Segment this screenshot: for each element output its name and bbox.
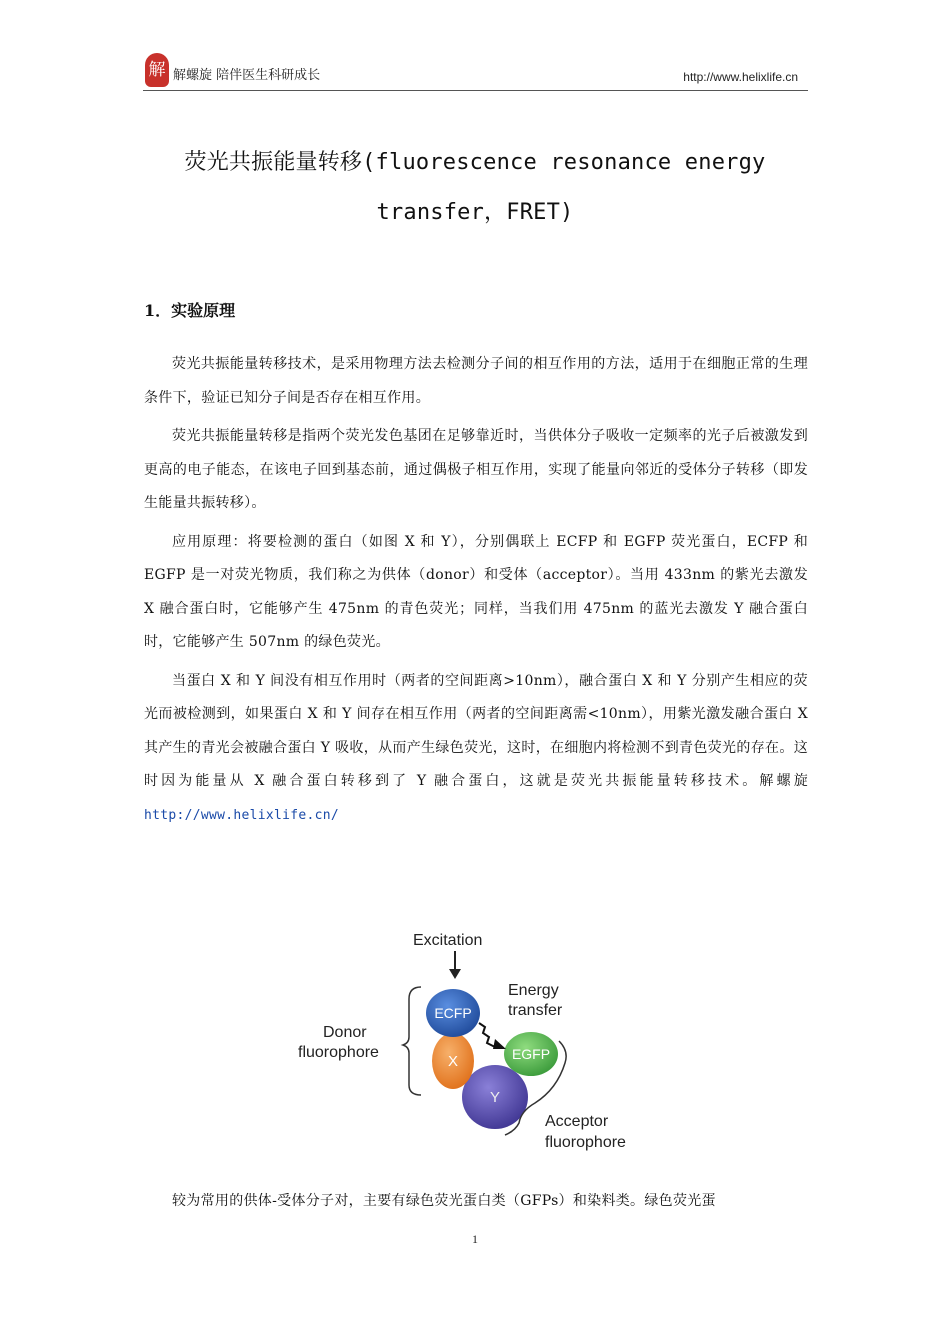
x-label: X: [447, 1053, 459, 1070]
bottom-text: [144, 1185, 808, 1224]
paragraph-5: 较为常用的供体-受体分子对，主要有绿色荧光蛋白类（GFPs）和染料类。绿色荧光蛋: [172, 1193, 716, 1209]
acceptor-label: Acceptor: [545, 1113, 609, 1130]
paragraph-4-text: 当蛋白 X 和 Y 间没有相互作用时（两者的空间距离>10nm），融合蛋白 X 和 Y 分别产生相应的荧光而被检测到，如果蛋白 X 和 Y 间存在相互作用（两者的空间距离需<10nm），用紫光激发融合蛋白 X 其产生的青光会被融合蛋白 Y 吸收，从而产生绿色荧光，这时，在细胞内将检测不到青色荧光的存在。这时因为能量从 X 融合蛋白转移到了 Y 融合蛋白，这就是荧光共振能量转移技术。解螺旋: [144, 672, 808, 789]
excitation-label: Excitation: [413, 932, 483, 949]
donor-brace: [403, 987, 421, 1095]
excitation-arrow-head: [449, 969, 461, 979]
y-label: Y: [489, 1089, 501, 1106]
title-line-1: 荧光共振能量转移(fluorescence resonance energy: [184, 150, 766, 175]
ecfp-label: ECFP: [434, 1005, 472, 1021]
section-heading: 1．实验原理: [144, 301, 236, 320]
acceptor-fluorophore-label: fluorophore: [545, 1134, 626, 1151]
energy-transfer-arrow-head: [493, 1039, 506, 1049]
energy-transfer-squiggle: [479, 1023, 495, 1047]
title-line-2: transfer，FRET): [376, 200, 574, 225]
helixlife-logo: 解: [145, 53, 169, 87]
document-title: [140, 138, 810, 238]
page-number: 1: [472, 1232, 478, 1246]
energy-label: Energy: [508, 982, 559, 999]
donor-fluorophore-label: fluorophore: [298, 1044, 379, 1061]
header-url[interactable]: http://www.helixlife.cn: [683, 70, 798, 84]
paragraph-3: 应用原理：将要检测的蛋白（如图 X 和 Y），分别偶联上 ECFP 和 EGFP 荧光蛋白，ECFP 和 EGFP 是一对荧光物质，我们称之为供体（donor）和受体（acceptor）。当用 433nm 的紫光去激发 X 融合蛋白时，它能够产生 475nm 的青色荧光；同样，当我们用 475nm 的蓝光去激发 Y 融合蛋白时，它能够产生 507nm 的绿色荧光。: [144, 533, 808, 650]
transfer-label: transfer: [508, 1002, 563, 1019]
egfp-label: EGFP: [511, 1046, 551, 1062]
body-text: [144, 348, 808, 837]
header-title: 解螺旋 陪伴医生科研成长: [173, 68, 321, 83]
paragraph-2: 荧光共振能量转移是指两个荧光发色基团在足够靠近时，当供体分子吸收一定频率的光子后被激发到更高的电子能态，在该电子回到基态前，通过偶极子相互作用，实现了能量向邻近的受体分子转移（即发生能量共振转移）。: [144, 428, 808, 511]
fret-diagram: [295, 925, 660, 1155]
paragraph-4: [144, 665, 808, 833]
page-header: [143, 50, 808, 91]
paragraph-1: 荧光共振能量转移技术，是采用物理方法去检测分子间的相互作用的方法，适用于在细胞正常的生理条件下，验证已知分子间是否存在相互作用。: [144, 356, 808, 406]
helixlife-link[interactable]: http://www.helixlife.cn/: [144, 807, 340, 823]
donor-label: Donor: [323, 1024, 367, 1041]
